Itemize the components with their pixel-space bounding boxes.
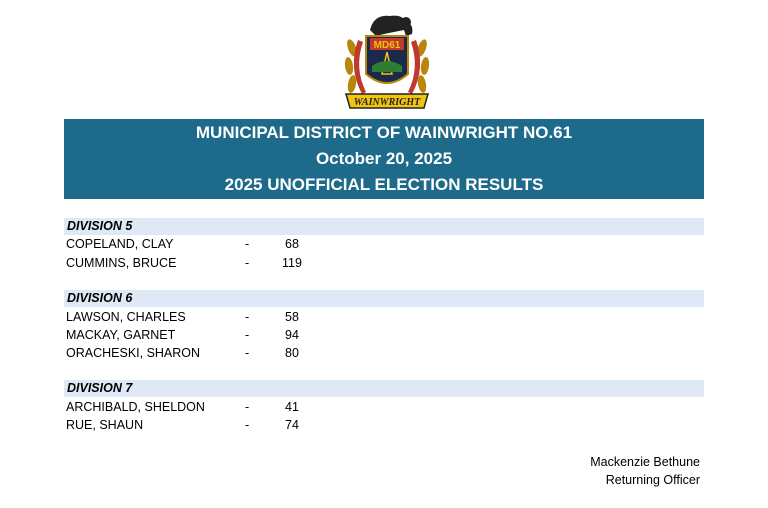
signature-block xyxy=(590,453,700,489)
candidate-name: ARCHIBALD, SHELDON xyxy=(66,400,205,414)
vote-count: 58 xyxy=(285,310,299,324)
separator-dash: - xyxy=(245,310,250,324)
candidate-name: ORACHESKI, SHARON xyxy=(66,346,201,360)
candidate-name: CUMMINS, BRUCE xyxy=(66,256,177,270)
candidate-name: RUE, SHAUN xyxy=(66,418,144,432)
md-crest-icon xyxy=(340,8,434,112)
election-date: October 20, 2025 xyxy=(315,149,453,168)
signatory-name: Mackenzie Bethune xyxy=(590,455,700,469)
candidate-name: MACKAY, GARNET xyxy=(66,328,176,342)
results-title: 2025 UNOFFICIAL ELECTION RESULTS xyxy=(224,175,544,194)
separator-dash: - xyxy=(245,237,250,251)
vote-count: 94 xyxy=(285,328,299,342)
md-wainwright-logo xyxy=(340,8,434,112)
separator-dash: - xyxy=(245,418,250,432)
vote-count: 41 xyxy=(285,400,299,414)
division-header-6: DIVISION 6 xyxy=(64,290,704,307)
candidate-row xyxy=(66,398,366,416)
vote-count: 74 xyxy=(285,418,299,432)
division-header-5: DIVISION 5 xyxy=(64,218,704,235)
candidate-row xyxy=(66,308,366,326)
candidate-row xyxy=(66,254,366,272)
municipality-title: MUNICIPAL DISTRICT OF WAINWRIGHT NO.61 xyxy=(195,123,573,142)
candidate-row xyxy=(66,344,366,362)
report-title-banner xyxy=(64,119,704,199)
division-header-7: DIVISION 7 xyxy=(64,380,704,397)
separator-dash: - xyxy=(245,256,250,270)
svg-text:MD61: MD61 xyxy=(373,40,401,51)
vote-count: 80 xyxy=(285,346,299,360)
candidate-name: COPELAND, CLAY xyxy=(66,237,174,251)
separator-dash: - xyxy=(245,400,250,414)
separator-dash: - xyxy=(245,346,250,360)
candidate-row xyxy=(66,235,366,253)
separator-dash: - xyxy=(245,328,250,342)
candidate-row xyxy=(66,326,366,344)
signatory-title: Returning Officer xyxy=(605,473,700,487)
vote-count: 119 xyxy=(282,256,302,270)
candidate-row xyxy=(66,416,366,434)
vote-count: 68 xyxy=(285,237,299,251)
candidate-name: LAWSON, CHARLES xyxy=(66,310,186,324)
svg-text:WAINWRIGHT: WAINWRIGHT xyxy=(353,97,421,108)
